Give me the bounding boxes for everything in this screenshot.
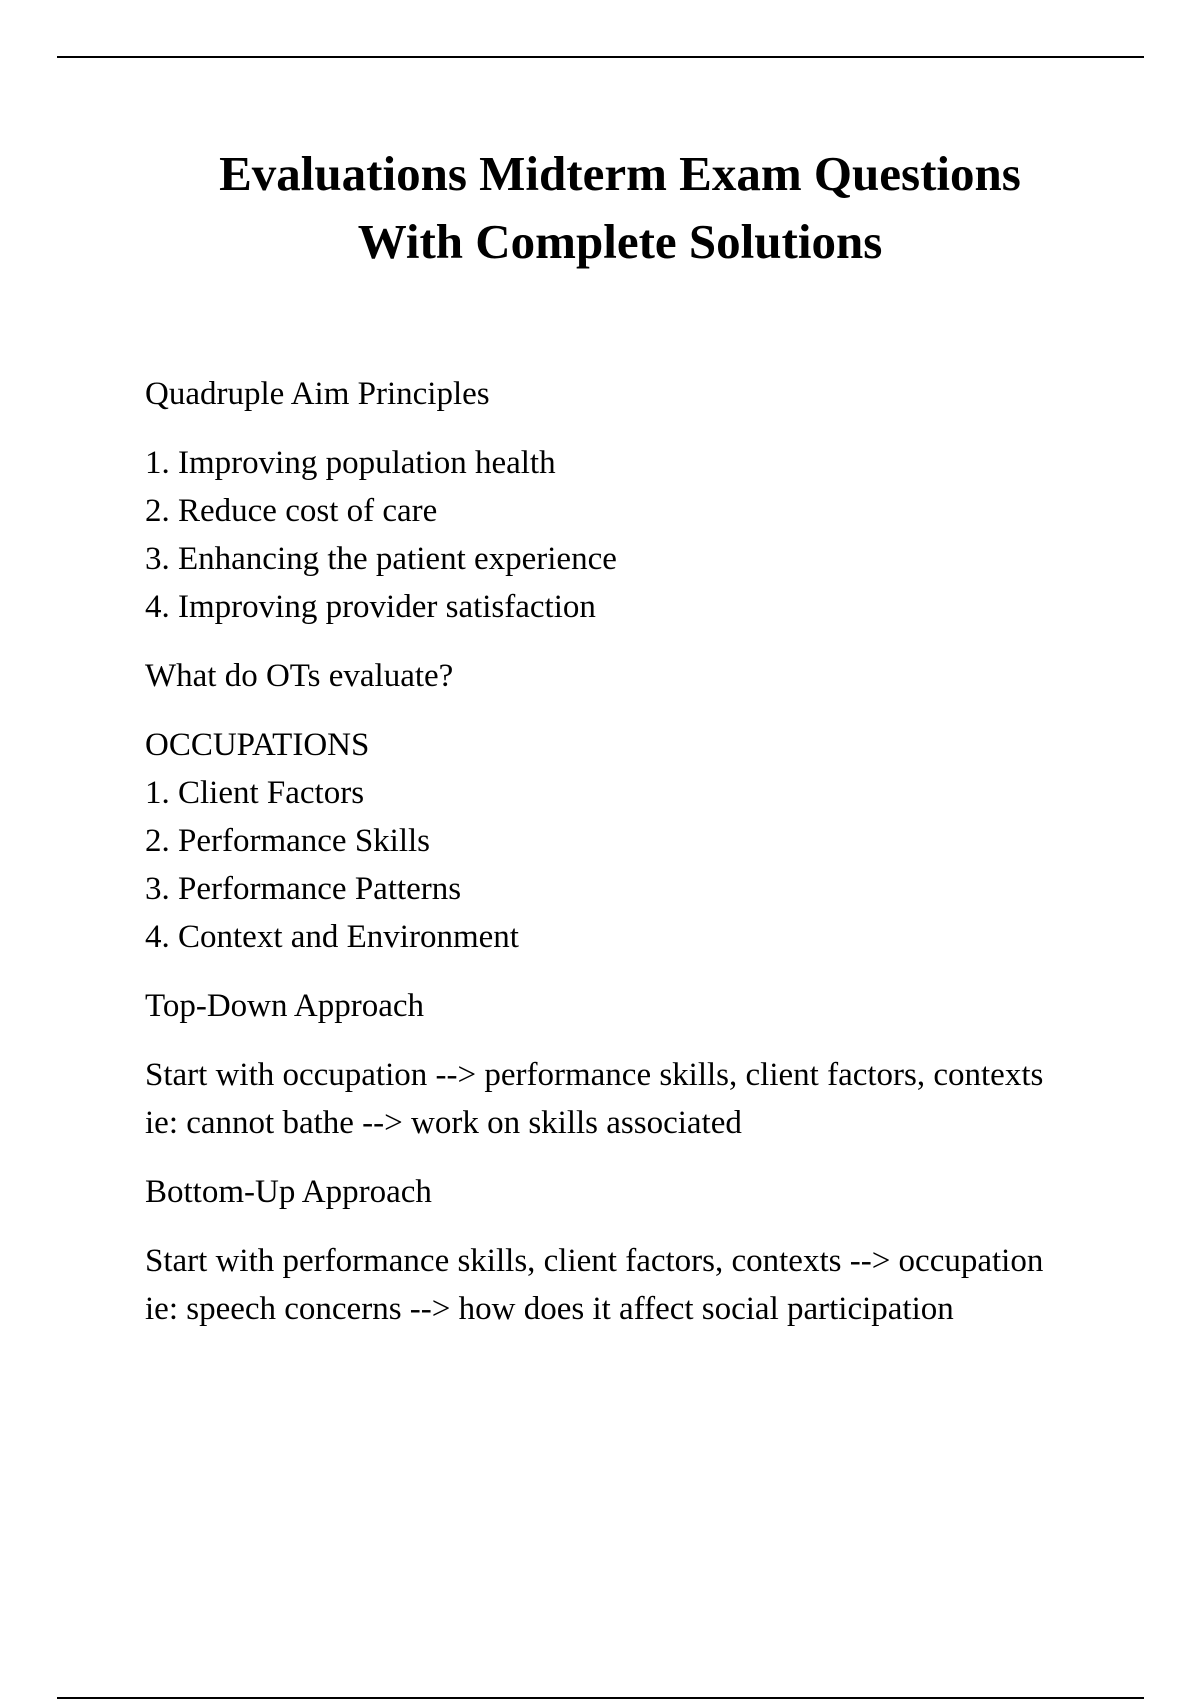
page-title xyxy=(0,140,1200,276)
top-rule xyxy=(57,56,1144,58)
question-text: What do OTs evaluate? xyxy=(145,658,454,694)
answer-block xyxy=(145,1051,1075,1147)
title-line-1: Evaluations Midterm Exam Questions xyxy=(219,146,1021,201)
answer-line: 4. Context and Environment xyxy=(145,919,519,955)
title-line-2: With Complete Solutions xyxy=(357,214,883,269)
question-block xyxy=(145,982,1075,1030)
question-block xyxy=(145,370,1075,418)
answer-line: 3. Enhancing the patient experience xyxy=(145,541,617,577)
answer-line: Start with occupation --> performance skills, client factors, contexts xyxy=(145,1057,1044,1093)
answer-block xyxy=(145,439,1075,631)
question-text: Bottom-Up Approach xyxy=(145,1174,432,1210)
answer-line: ie: cannot bathe --> work on skills associated xyxy=(145,1105,742,1141)
answer-block xyxy=(145,721,1075,961)
bottom-rule xyxy=(57,1697,1144,1699)
answer-line: Start with performance skills, client factors, contexts --> occupation xyxy=(145,1243,1044,1279)
answer-block xyxy=(145,1237,1075,1333)
answer-line: 1. Improving population health xyxy=(145,445,556,481)
answer-line: 2. Reduce cost of care xyxy=(145,493,438,529)
question-text: Top-Down Approach xyxy=(145,988,425,1024)
answer-line: 2. Performance Skills xyxy=(145,823,431,859)
question-block xyxy=(145,652,1075,700)
answer-line: 1. Client Factors xyxy=(145,775,365,811)
question-block xyxy=(145,1168,1075,1216)
answer-line: 3. Performance Patterns xyxy=(145,871,462,907)
answer-line: ie: speech concerns --> how does it affect social participation xyxy=(145,1291,954,1327)
qa-content xyxy=(145,370,1075,1354)
answer-line: 4. Improving provider satisfaction xyxy=(145,589,596,625)
question-text: Quadruple Aim Principles xyxy=(145,376,490,412)
answer-line: OCCUPATIONS xyxy=(145,727,370,763)
